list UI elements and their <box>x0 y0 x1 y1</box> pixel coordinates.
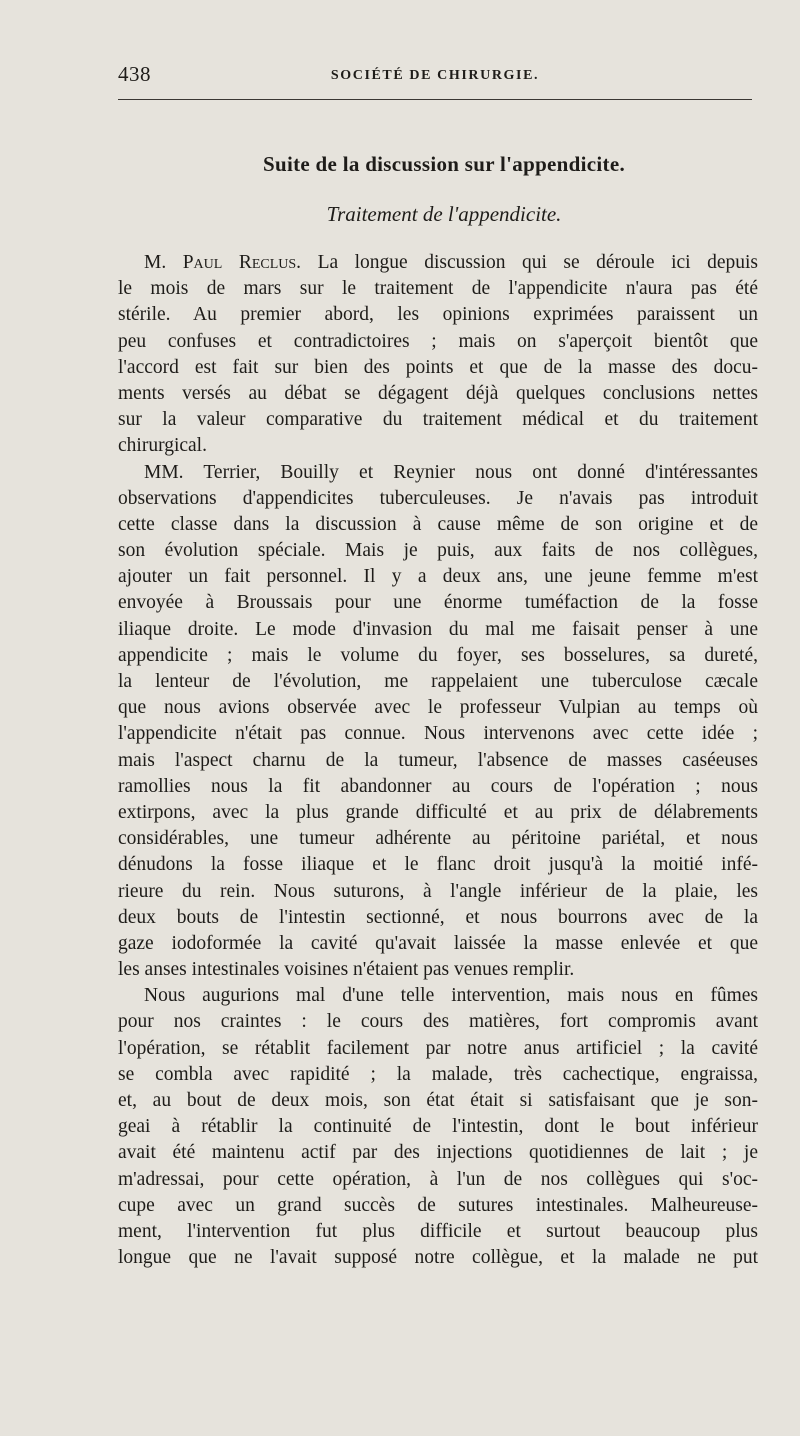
text-line: m'adressai, pour cette opération, à l'un de nos collègues qui s'oc- <box>118 1168 758 1190</box>
text-line: mais l'aspect charnu de la tumeur, l'absence de masses caséeuses <box>118 749 758 771</box>
body-text <box>118 250 758 1271</box>
text-line: se combla avec rapidité ; la malade, très cachectique, engraissa, <box>118 1063 758 1085</box>
running-head: SOCIÉTÉ DE CHIRURGIE. <box>330 68 540 83</box>
text-line: Nous augurions mal d'une telle intervention, mais nous en fûmes <box>144 985 758 1007</box>
text-line: les anses intestinales voisines n'étaient pas venues remplir. <box>118 959 575 981</box>
text-line: et, au bout de deux mois, son état était si satisfaisant que je son- <box>118 1090 758 1111</box>
text-line: chirurgical. <box>118 435 207 457</box>
paragraph <box>118 460 758 984</box>
text-line: appendicite ; mais le volume du foyer, ses bosselures, sa dureté, <box>118 644 758 666</box>
page-number: 438 <box>118 62 151 86</box>
text-line: deux bouts de l'intestin sectionné, et nous bourrons avec de la <box>118 906 758 928</box>
paragraph <box>118 983 758 1271</box>
text-line: sur la valeur comparative du traitement médical et du traitement <box>118 409 758 431</box>
text-line: gaze iodoformée la cavité qu'avait laissée la masse enlevée et que <box>118 932 758 954</box>
section-title: Suite de la discussion sur l'appendicite. <box>263 152 625 176</box>
text-line: dénudons la fosse iliaque et le flanc droit jusqu'à la moitié infé- <box>118 854 758 876</box>
text-line: la lenteur de l'évolution, me rappelaient une tuberculose cæcale <box>118 671 758 692</box>
paragraph <box>118 250 758 460</box>
text-line: ments versés au débat se dégagent déjà quelques conclusions nettes <box>118 382 758 404</box>
text-line: considérables, une tumeur adhérente au péritoine pariétal, et nous <box>118 828 758 850</box>
text-line: MM. Terrier, Bouilly et Reynier nous ont donné d'intéressantes <box>144 461 758 483</box>
text-line: que nous avions observée avec le professeur Vulpian au temps où <box>118 697 758 719</box>
text-line: rieure du rein. Nous suturons, à l'angle inférieur de la plaie, les <box>118 880 758 902</box>
text-line: ramollies nous la fit abandonner au cours de l'opération ; nous <box>118 775 758 797</box>
text-line: avait été maintenu actif par des injections quotidiennes de lait ; je <box>118 1142 758 1164</box>
text-line: pour nos craintes : le cours des matières, fort compromis avant <box>118 1011 758 1033</box>
text-line: cupe avec un grand succès de sutures intestinales. Malheureuse- <box>118 1194 758 1216</box>
text-line: extirpons, avec la plus grande difficulté et au prix de délabrements <box>118 801 758 823</box>
text-line: envoyée à Broussais pour une énorme tuméfaction de la fosse <box>118 592 758 614</box>
text-line: peu confuses et contradictoires ; mais on s'aperçoit bientôt que <box>118 330 758 352</box>
text-line: geai à rétablir la continuité de l'intestin, dont le bout inférieur <box>118 1116 758 1138</box>
text-line: cette classe dans la discussion à cause même de son origine et de <box>118 513 758 535</box>
text-line: M. Paul Reclus. La longue discussion qui se déroule ici depuis <box>144 252 758 273</box>
text-line: l'accord est fait sur bien des points et que de la masse des docu- <box>118 356 758 378</box>
text-line: stérile. Au premier abord, les opinions exprimées paraissent un <box>118 304 758 326</box>
page-header <box>118 62 752 92</box>
text-line: iliaque droite. Le mode d'invasion du mal me faisait penser à une <box>118 618 758 640</box>
text-line: son évolution spéciale. Mais je puis, aux faits de nos collègues, <box>118 540 758 562</box>
text-line: l'appendicite n'était pas connue. Nous intervenons avec cette idée ; <box>118 723 758 745</box>
speaker-name: M. Paul Reclus. <box>144 252 302 273</box>
text-line: longue que ne l'avait supposé notre collègue, et la malade ne put <box>118 1247 758 1269</box>
text-line: le mois de mars sur le traitement de l'appendicite n'aura pas été <box>118 278 758 300</box>
text-line: ment, l'intervention fut plus difficile et surtout beaucoup plus <box>118 1220 758 1242</box>
text-line: observations d'appendicites tuberculeuses. Je n'avais pas introduit <box>118 487 758 509</box>
text-line: l'opération, se rétablit facilement par notre anus artificiel ; la cavité <box>118 1037 758 1059</box>
header-rule <box>118 99 752 100</box>
section-subtitle: Traitement de l'appendicite. <box>326 202 562 226</box>
text-line: ajouter un fait personnel. Il y a deux ans, une jeune femme m'est <box>118 566 758 588</box>
